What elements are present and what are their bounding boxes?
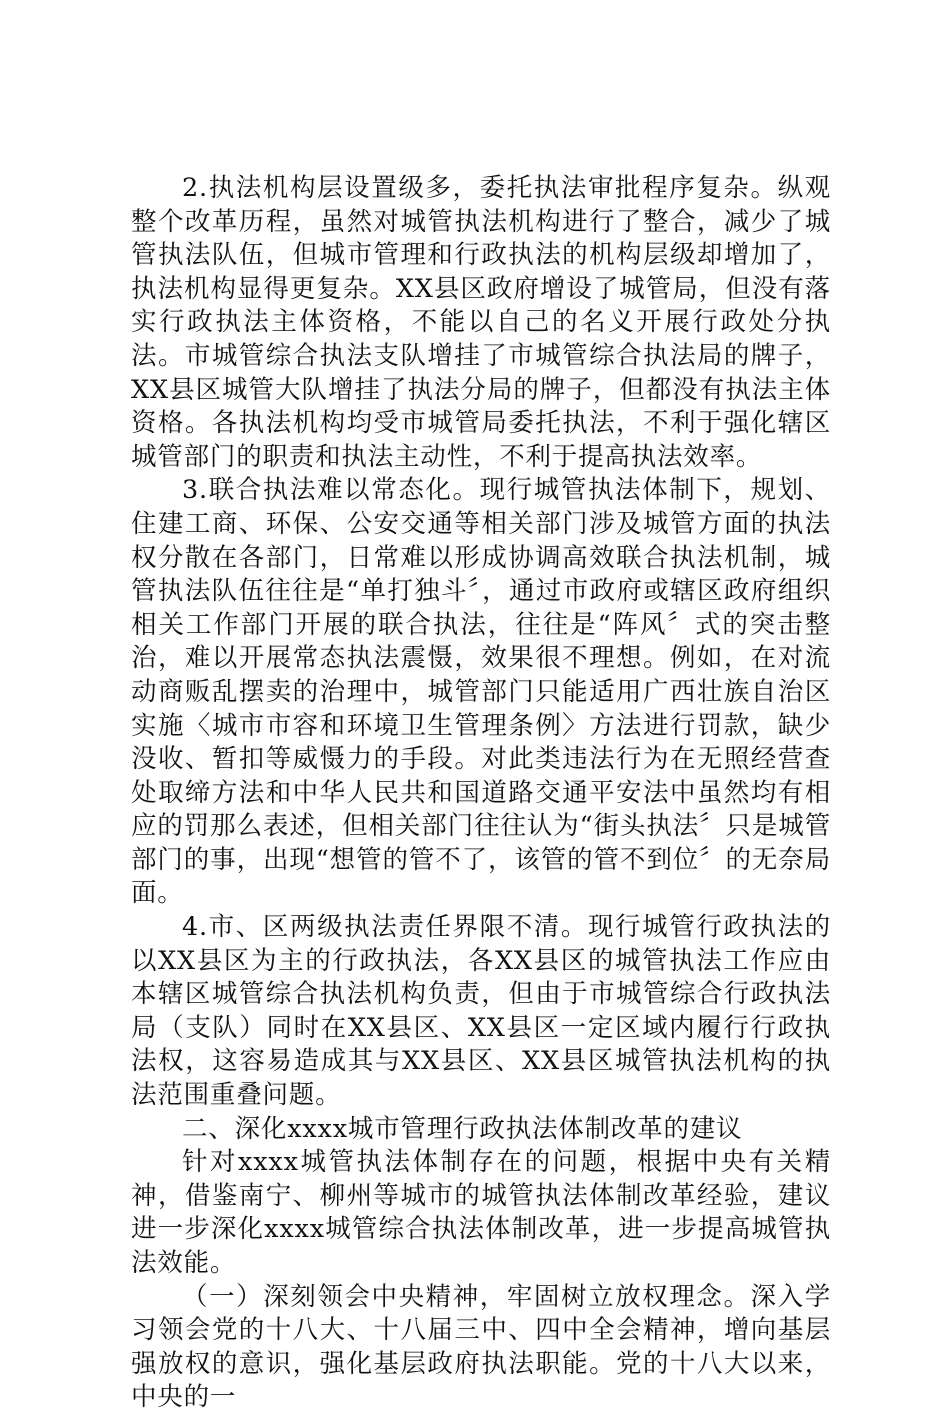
- document-body: [131, 172, 831, 1415]
- paragraph-joint-enforcement: 3.联合执法难以常态化。现行城管执法体制下，规划、住建工商、环保、公安交通等相关部门涉及城管方面的执法权分散在各部门，日常难以形成协调高效联合执法机制，城管执法队伍往往是“单打独斗〞，通过市政府或辖区政府组织相关工作部门开展的联合执法，往往是“阵风〞式的突击整治，难以开展常态执法震慑，效果很不理想。例如，在对流动商贩乱摆卖的治理中，城管部门只能适用广西壮族自治区实施〈城市市容和环境卫生管理条例〉方法进行罚款，缺少没收、暂扣等威慑力的手段。对此类违法行为在无照经营查处取缔方法和中华人民共和国道路交通平安法中虽然均有相应的罚那么表述，但相关部门往往认为“街头执法〞只是城管部门的事，出现“想管的管不了，该管的管不到位〞的无奈局面。: [131, 475, 831, 909]
- paragraph-central-spirit: （一）深刻领会中央精神，牢固树立放权理念。深入学习领会党的十八大、十八届三中、四中全会精神，增向基层强放权的意识，强化基层政府执法职能。党的十八大以来，中央的一: [131, 1281, 831, 1413]
- section-heading-reform-suggestions: 二、深化xxxx城市管理行政执法体制改革的建议: [182, 1113, 743, 1144]
- paragraph-enforcement-levels: 2.执法机构层设置级多，委托执法审批程序复杂。纵观整个改革历程，虽然对城管执法机构进行了整合，减少了城管执法队伍，但城市管理和行政执法的机构层级却增加了，执法机构显得更复杂。XX县区政府增设了城管局，但没有落实行政执法主体资格，不能以自己的名义开展行政处分执法。市城管综合执法支队增挂了市城管综合执法局的牌子，XX县区城管大队增挂了执法分局的牌子，但都没有执法主体资格。各执法机构均受市城管局委托执法，不利于强化辖区城管部门的职责和执法主动性，不利于提高执法效率。: [131, 173, 831, 472]
- paragraph-responsibility-boundaries: 4.市、区两级执法责任界限不清。现行城管行政执法的以XX县区为主的行政执法，各XX县区的城管执法工作应由本辖区城管综合执法机构负责，但由于市城管综合行政执法局（支队）同时在XX县区、XX县区一定区域内履行行政执法权，这容易造成其与XX县区、XX县区城管执法机构的执法范围重叠问题。: [131, 912, 831, 1111]
- paragraph-reform-intro: 针对xxxx城管执法体制存在的问题，根据中央有关精神，借鉴南宁、柳州等城市的城管执法体制改革经验，建议进一步深化xxxx城管综合执法体制改革，进一步提高城管执法效能。: [131, 1147, 831, 1278]
